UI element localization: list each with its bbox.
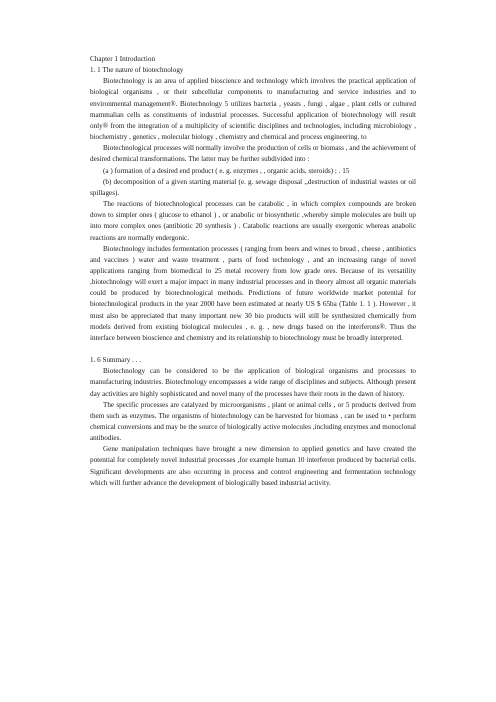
section-heading-nature: 1. 1 The nature of biotechnology — [90, 66, 184, 75]
chapter-title: Chapter 1 Introduction — [90, 55, 156, 63]
list-item-a: (a ) formation of a desired end product ( e. g. enzymes , , organic acids, steroids) ; . 15 — [103, 166, 350, 175]
section-heading-summary: 1. 6 Summary . . . — [90, 356, 141, 365]
paragraph-processes: Biotechnological processes will normally involve the production of cells or biomass , and the achievement of desired chemical transformations. The latter may be further subdivided into : — [90, 144, 416, 164]
paragraph-applications: Biotechnology includes fermentation processes ( ranging from beers and wines to bread , cheese , antibiotics and vaccines ) water and waste treatment , parts of food technology , and an increasing range of novel applications ranging from biomedical to 25 metal recovery from low grade ores. Because of its versatility ,biotechnology will exert a major impact in many industrial processes and in theory almost all organic materials could be produced by biotechnological methods. Predictions of future worldwide market potential for biotechnological products in the year 2000 have been estimated at nearly US $ 65ba (Table 1. 1 ). However , it must also be appreciated that many important new 30 bio products will still be synthesized chemically from models derived from existing biological molecules , e. g. , new drugs based on the interferons®. Thus the interface between bioscience and chemistry and its relationship to biotechnology must be broadly interpreted. — [90, 244, 416, 342]
paragraph-summary-2: The specific processes are catalyzed by microorganisms , plant or animal cells , or 5 products derived from them such as enzymes. The organisms of biotechnology can be harvested for biomass , can be used to • perform chemical conversions and may be the source of biologically active molecules ,including enzymes and monoclonal antibodies. — [90, 400, 416, 443]
paragraph-summary-3: Gene manipulation techniques have brought a new dimension to applied genetics and have created the potential for completely novel industrial processes ,for example human 10 interferon produced by bacterial cells. Significant developments are also occurring in process and control engineering and fermentation technology which will further advance the development of biologically based industrial activity. — [90, 445, 416, 487]
paragraph-summary-1: Biotechnology can be considered to be the application of biological organisms and processes to manufacturing industries. Biotechnology encompasses a wide range of disciplines and subjects. Although present day activities are highly sophisticated and novel many of the processes have their roots in the dawn of history. — [90, 367, 416, 398]
paragraph-definition: Biotechnology is an area of applied bioscience and technology which involves the practical application of biological organisms , or their subcellular components to manufacturing and service industries and to environmental management®. Biotechnology 5 utilizes bacteria , yeasts , fungi , algae , plant cells or cultured mammalian cells as constituents of industrial processes. Successful application of biotechnology will result only® from the integration of a multiplicity of scientific disciplines and technologies, including microbiology , biochemistry , genetics , molecular biology , chemistry and chemical and process engineering. to — [90, 77, 416, 142]
paragraph-reactions: The reactions of biotechnological processes can be catabolic , in which complex compounds are broken down to simpler ones ( glucose to ethanol ) , or anabolic or biosynthetic ,whereby simple molecules are built up into more complex ones (antibiotic 20 synthesis ) . Catabolic reactions are usually exergonic whereas anabolic reactions are normally endergonic. — [90, 200, 416, 242]
document-body — [90, 54, 416, 489]
section-spacer — [90, 344, 416, 355]
list-item-b: (b) decomposition of a given starting material (e. g. sewage disposal ,,destruction of industrial wastes or oil spillages). — [90, 177, 416, 197]
